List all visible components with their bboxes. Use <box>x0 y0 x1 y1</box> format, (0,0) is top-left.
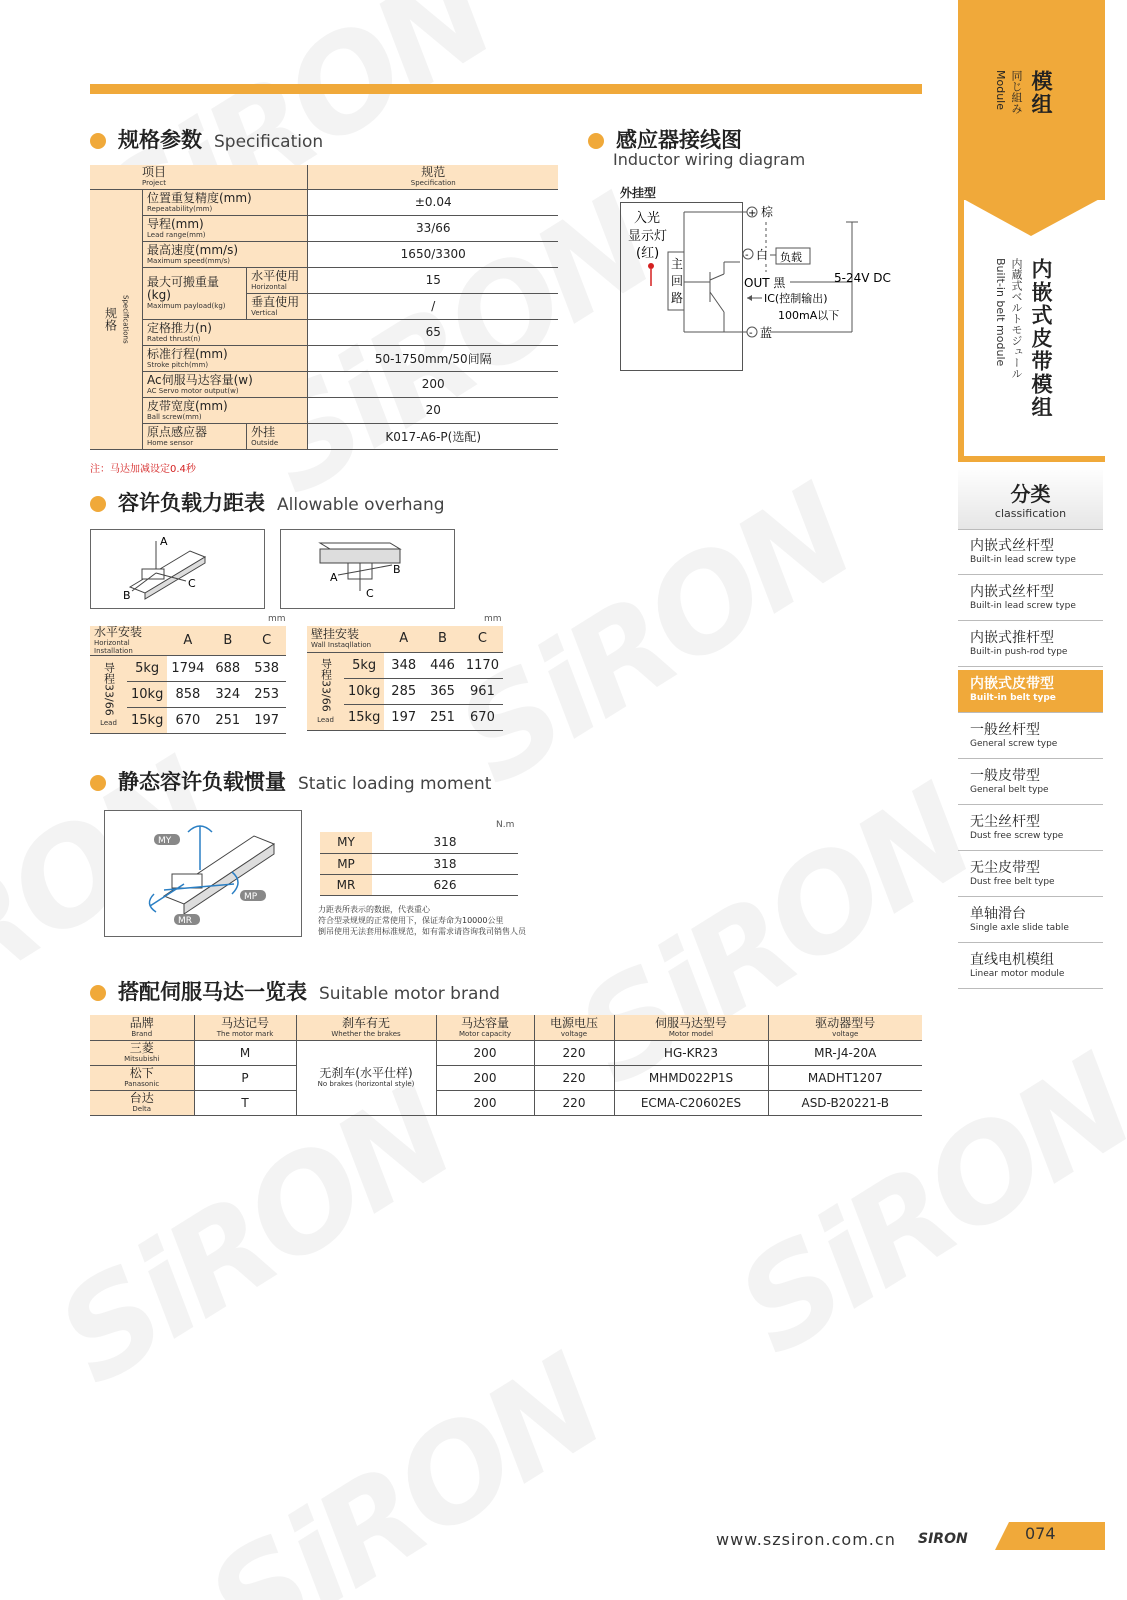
motor-section-title: 搭配伺服马达一览表 Suitable motor brand <box>90 976 500 1006</box>
table-cell: 1794 <box>167 656 208 682</box>
sidebar-item-general-belt[interactable]: 一般皮带型 General belt type <box>958 762 1103 805</box>
spec-row-label: 最高速度(mm/s) Maximum speed(mm/s) <box>143 241 308 267</box>
sidebar-module-jp: 同じ組み <box>1010 70 1023 114</box>
mark-cell: T <box>194 1090 296 1115</box>
axis-b-label: B <box>123 589 131 602</box>
spec-row-value: / <box>308 293 558 319</box>
overhang-unit: mm <box>268 614 286 624</box>
spec-row-value: 200 <box>308 371 558 397</box>
table-cell: 253 <box>247 682 286 708</box>
ic-label: IC(控制输出) <box>764 292 828 305</box>
sidebar-item-builtin-push-rod[interactable]: 内嵌式推杆型 Built-in push-rod type <box>958 624 1103 667</box>
spec-row-value: 20 <box>308 397 558 423</box>
table-cell: 858 <box>167 682 208 708</box>
sidebar-item-builtin-lead-screw-2[interactable]: 内嵌式丝杆型 Built-in lead screw type <box>958 578 1103 621</box>
axis-c-label: C <box>366 587 374 600</box>
spec-row-value: 1650/3300 <box>308 241 558 267</box>
wire-out: OUT 黑 <box>744 276 786 290</box>
table-cell: 538 <box>247 656 286 682</box>
bullet-icon <box>90 133 106 149</box>
sidebar-product-en: Built-in belt module <box>994 258 1007 367</box>
spec-row-value: 15 <box>308 267 558 293</box>
load-label: 5kg <box>344 652 384 678</box>
voltage-label: 5-24V DC <box>834 271 891 285</box>
model-cell: MHMD022P1S <box>614 1065 768 1090</box>
table-row <box>90 1040 922 1065</box>
horizontal-install-header: 水平安装 Horizontal Installation <box>90 626 167 656</box>
lamp-label-2: 显示灯 <box>628 229 668 244</box>
axis-a-label: A <box>160 535 168 548</box>
spec-table <box>90 165 558 450</box>
sidebar-module-title: 模组 <box>1029 70 1053 116</box>
main-circuit-3: 路 <box>671 291 684 305</box>
static-moment-diagram <box>104 810 302 937</box>
wall-install-header: 壁挂安装 Wall Instaqllation <box>307 626 384 652</box>
capacity-cell: 200 <box>436 1065 534 1090</box>
led-icon <box>648 263 654 269</box>
mark-cell: M <box>194 1040 296 1065</box>
moment-name: MR <box>320 874 372 895</box>
classification-title: 分类 <box>1010 482 1051 506</box>
classification-subtitle: classification <box>994 507 1067 520</box>
moment-value: 318 <box>372 853 518 874</box>
brake-cell: 无刹车(水平仕样) No brakes (horizontal style) <box>296 1040 436 1115</box>
table-cell: 324 <box>208 682 247 708</box>
wiring-diagram <box>620 202 910 374</box>
spec-row-label: 位置重复精度(mm) Repeatability(mm) <box>143 189 308 215</box>
sidebar-item-general-screw[interactable]: 一般丝杆型 General screw type <box>958 716 1103 759</box>
overhang-unit: mm <box>484 614 502 624</box>
voltage-cell: 220 <box>534 1090 614 1115</box>
table-cell: 285 <box>384 678 423 704</box>
main-circuit-2: 回 <box>671 274 684 288</box>
motor-table <box>90 1015 922 1116</box>
table-cell: 251 <box>423 704 462 730</box>
svg-text:-: - <box>749 328 753 339</box>
sidebar-item-dust-free-belt[interactable]: 无尘皮带型 Dust free belt type <box>958 854 1103 897</box>
spec-section-title: 规格参数 Specification <box>90 124 323 154</box>
footer-logo: SIRON <box>918 1531 968 1547</box>
spec-row-value: 50-1750mm/50间隔 <box>308 345 558 371</box>
axis-c-label: C <box>188 577 196 590</box>
sidebar-product-title: 内嵌式皮带模组 <box>1029 258 1053 419</box>
spec-group-label: 规格 Specifications <box>90 189 143 449</box>
col-header: C <box>247 626 286 656</box>
table-cell: 670 <box>462 704 503 730</box>
sidebar-item-single-axle[interactable]: 单轴滑台 Single axle slide table <box>958 900 1103 943</box>
horizontal-overhang-table <box>90 626 286 734</box>
spec-note: 注：马达加减设定0.4秒 <box>90 464 196 475</box>
table-cell: 670 <box>167 708 208 734</box>
lamp-label-3: (红) <box>636 246 660 261</box>
spec-row-label: 定格推力(n) Rated thrust(n) <box>143 319 308 345</box>
col-header: B <box>423 626 462 652</box>
wall-overhang-table <box>307 626 503 731</box>
moment-name: MY <box>320 832 372 853</box>
table-cell: 961 <box>462 678 503 704</box>
main-circuit-1: 主 <box>671 257 684 271</box>
wire-white: 白 <box>756 248 769 262</box>
motor-head-voltage: 电源电压 voltage <box>534 1015 614 1040</box>
moment-value: 626 <box>372 874 518 895</box>
axis-b-label: B <box>393 563 401 576</box>
table-cell: 197 <box>247 708 286 734</box>
table-cell: 365 <box>423 678 462 704</box>
load-label: 15kg <box>127 708 167 734</box>
wire-blue: 蓝 <box>760 326 773 340</box>
wiring-section-title: 感应器接线图 <box>588 124 742 154</box>
spec-row-value: 65 <box>308 319 558 345</box>
moment-value: 318 <box>372 832 518 853</box>
capacity-cell: 200 <box>436 1040 534 1065</box>
col-header: B <box>208 626 247 656</box>
mr-label: MR <box>178 916 193 926</box>
capacity-cell: 200 <box>436 1090 534 1115</box>
watermark <box>182 1328 625 1600</box>
spec-row-label: 皮带宽度(mm) Ball screw(mm) <box>143 397 308 423</box>
bullet-icon <box>588 133 604 149</box>
static-unit: N.m <box>496 820 515 830</box>
motor-head-mark: 马达记号 The motor mark <box>194 1015 296 1040</box>
load-label: 10kg <box>344 678 384 704</box>
spec-row-label: 原点感应器 Home sensor <box>143 423 247 449</box>
col-header: C <box>462 626 503 652</box>
table-row <box>90 1090 922 1115</box>
svg-text:+: + <box>748 208 757 219</box>
lamp-label-1: 入光 <box>634 211 661 226</box>
spec-row-sublabel: 水平使用 Horizontal <box>247 267 308 293</box>
motor-head-driver: 驱动器型号 voltage <box>768 1015 922 1040</box>
spec-row-sublabel: 垂直使用 Vertical <box>247 293 308 319</box>
horizontal-install-diagram <box>90 529 265 609</box>
table-cell: 446 <box>423 652 462 678</box>
lead-label: 导程33/66 Lead <box>307 652 344 730</box>
brand-cell: 台达 Delta <box>90 1090 194 1115</box>
static-notes: 力距表所表示的数据，代表重心 符合型录规规的正常使用下，保证寿命为10000公里 倒吊使用无法套用标准规范，如有需求请咨询我司销售人员 <box>318 905 526 936</box>
current-label: 100mA以下 <box>778 309 840 322</box>
top-accent-bar <box>90 84 922 94</box>
bullet-icon <box>90 985 106 1001</box>
my-label: MY <box>158 836 172 846</box>
voltage-cell: 220 <box>534 1065 614 1090</box>
wiring-subtitle: Inductor wiring diagram <box>613 150 806 169</box>
spec-row-label: Ac伺服马达容量(w) AC Servo motor output(w) <box>143 371 308 397</box>
overhang-section-title: 容许负载力距表 Allowable overhang <box>90 487 445 517</box>
spec-row-sublabel: 外挂 Outside <box>247 423 308 449</box>
moment-name: MP <box>320 853 372 874</box>
model-cell: ECMA-C20602ES <box>614 1090 768 1115</box>
sidebar-item-linear-motor[interactable]: 直线电机模组 Linear motor module <box>958 946 1103 989</box>
spec-row-value: ±0.04 <box>308 189 558 215</box>
wall-install-diagram <box>280 529 455 609</box>
sidebar-module-en: Module <box>994 70 1007 110</box>
wiring-type: 外挂型 <box>620 186 657 200</box>
spec-row-label: 最大可搬重量(kg) Maximum payload(kg) <box>143 267 247 319</box>
table-row <box>90 1065 922 1090</box>
col-header: A <box>167 626 208 656</box>
load-label: 15kg <box>344 704 384 730</box>
sidebar-chevron <box>958 196 1105 240</box>
sidebar-item-builtin-belt[interactable]: 内嵌式皮带型 Built-in belt type <box>958 670 1103 713</box>
svg-text:-: - <box>745 250 749 261</box>
sidebar-classification <box>958 466 1103 530</box>
table-cell: 197 <box>384 704 423 730</box>
col-header: A <box>384 626 423 652</box>
load-label: 负载 <box>780 251 802 264</box>
footer-url: www.szsiron.com.cn <box>716 1530 896 1549</box>
spec-row-label: 标准行程(mm) Stroke pitch(mm) <box>143 345 308 371</box>
motor-head-brand: 品牌 Brand <box>90 1015 194 1040</box>
motor-head-capacity: 马达容量 Motor capacity <box>436 1015 534 1040</box>
spec-row-value: 33/66 <box>308 215 558 241</box>
driver-cell: MR-J4-20A <box>768 1040 922 1065</box>
table-cell: 251 <box>208 708 247 734</box>
page-number: 074 <box>1025 1524 1056 1543</box>
spec-head-project: 项目 Project <box>90 165 308 189</box>
motor-head-brake: 刹车有无 Whether the brakes <box>296 1015 436 1040</box>
driver-cell: ASD-B20221-B <box>768 1090 922 1115</box>
static-section-title: 静态容许负载惯量 Static loading moment <box>90 766 491 796</box>
table-cell: 348 <box>384 652 423 678</box>
sidebar-item-builtin-lead-screw-1[interactable]: 内嵌式丝杆型 Built-in lead screw type <box>958 532 1103 575</box>
brand-cell: 三菱 Mitsubishi <box>90 1040 194 1065</box>
table-cell: 1170 <box>462 652 503 678</box>
motor-head-model: 伺服马达型号 Motor model <box>614 1015 768 1040</box>
spec-row-value: K017-A6-P(选配) <box>308 423 558 449</box>
spec-row-label: 导程(mm) Lead range(mm) <box>143 215 308 241</box>
model-cell: HG-KR23 <box>614 1040 768 1065</box>
load-label: 10kg <box>127 682 167 708</box>
bullet-icon <box>90 496 106 512</box>
static-moment-table <box>320 832 518 896</box>
bullet-icon <box>90 775 106 791</box>
voltage-cell: 220 <box>534 1040 614 1065</box>
wire-brown: 棕 <box>761 205 774 219</box>
mark-cell: P <box>194 1065 296 1090</box>
mp-label: MP <box>244 892 258 902</box>
lead-label: 导程33/66 Lead <box>90 656 127 734</box>
sidebar-item-dust-free-screw[interactable]: 无尘丝杆型 Dust free screw type <box>958 808 1103 851</box>
sidebar-product-jp: 内蔵式ベルトモジュール <box>1010 258 1023 379</box>
driver-cell: MADHT1207 <box>768 1065 922 1090</box>
spec-head-spec: 规范 Specification <box>308 165 558 189</box>
load-label: 5kg <box>127 656 167 682</box>
table-cell: 688 <box>208 656 247 682</box>
axis-a-label: A <box>330 571 338 584</box>
brand-cell: 松下 Panasonic <box>90 1065 194 1090</box>
